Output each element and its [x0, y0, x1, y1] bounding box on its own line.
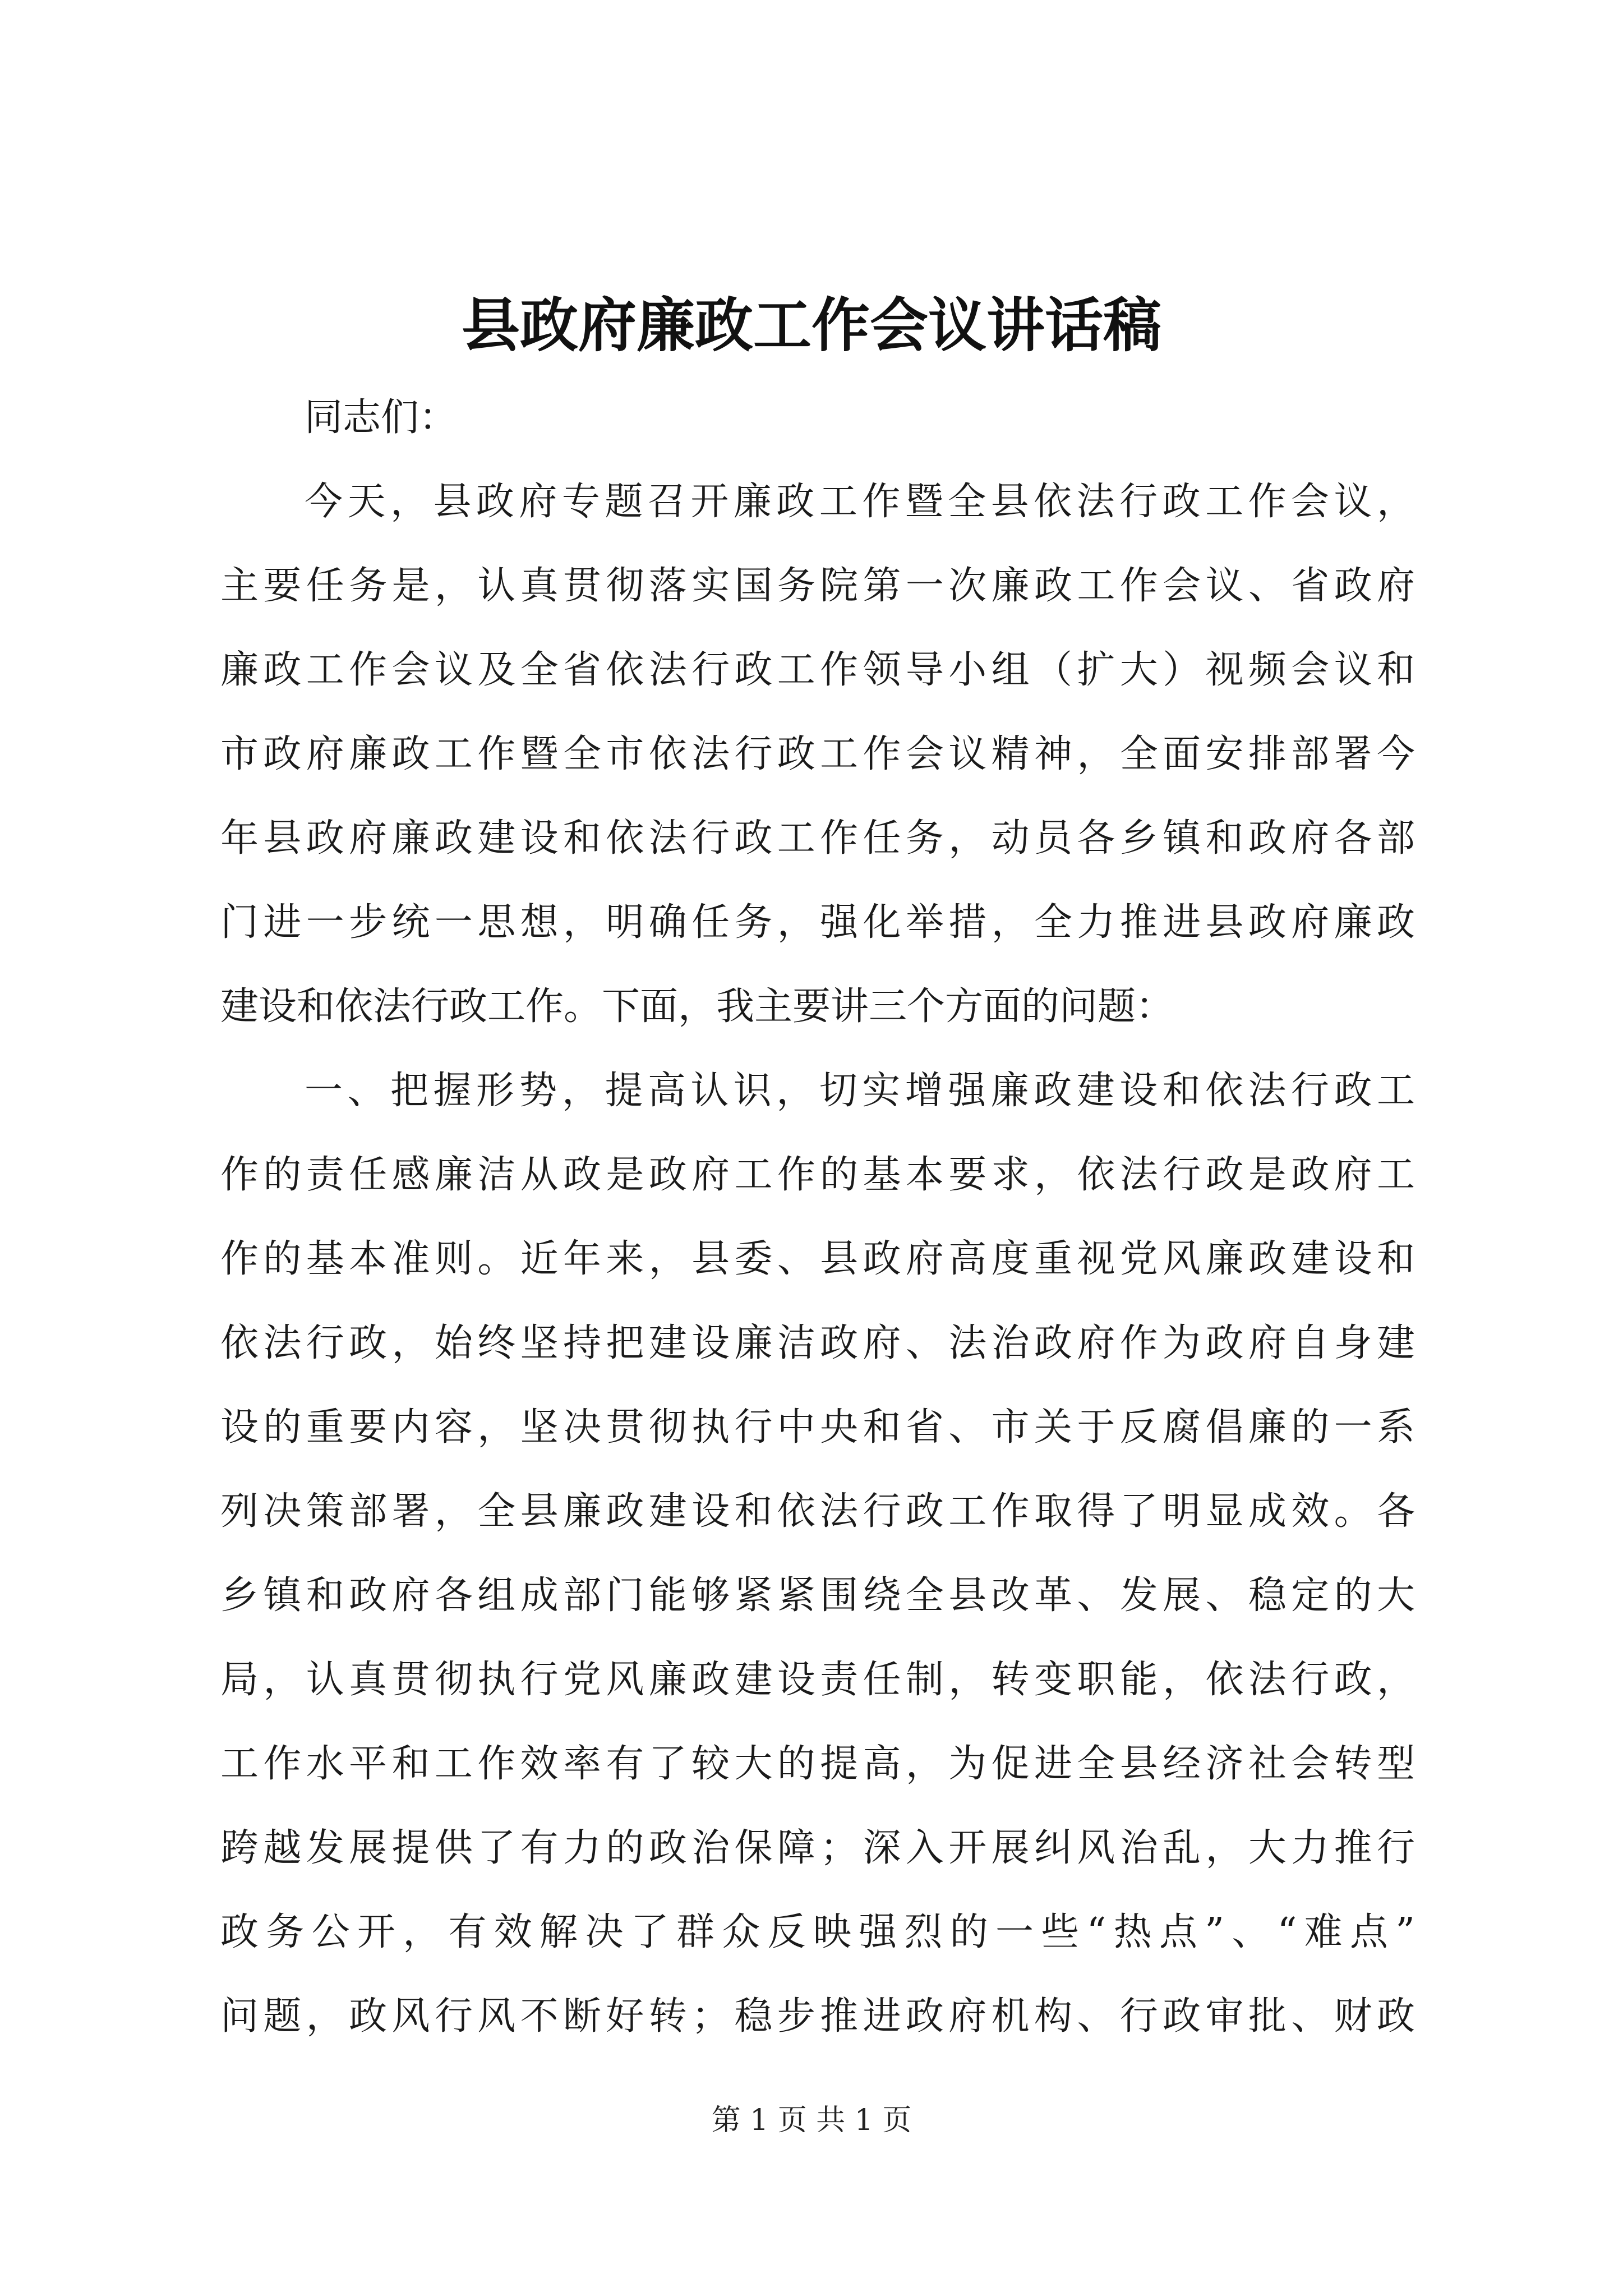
body-line: 局，认真贯彻执行党风廉政建设责任制，转变职能，依法行政， — [220, 1658, 1415, 1702]
salutation-line: 同志们： — [305, 395, 458, 440]
body-line: 乡镇和政府各组成部门能够紧紧围绕全县改革、发展、稳定的大 — [220, 1573, 1415, 1618]
body-line: 跨越发展提供了有力的政治保障；深入开展纠风治乱，大力推行 — [220, 1826, 1415, 1870]
body-line: 问题，政风行风不断好转；稳步推进政府机构、行政审批、财政 — [220, 1994, 1415, 2039]
body-line: 门进一步统一思想，明确任务，强化举措，全力推进县政府廉政 — [220, 900, 1415, 945]
section-heading-line: 一、把握形势，提高认识，切实增强廉政建设和依法行政工 — [305, 1069, 1415, 1113]
body-line: 列决策部署，全县廉政建设和依法行政工作取得了明显成效。各 — [220, 1489, 1415, 1534]
body-line: 今天，县政府专题召开廉政工作暨全县依法行政工作会议， — [305, 480, 1415, 524]
document-title: 县政府廉政工作会议讲话稿 — [461, 291, 1161, 360]
body-line: 市政府廉政工作暨全市依法行政工作会议精神，全面安排部署今 — [220, 732, 1415, 776]
page-number-footer: 第 1 页 共 1 页 — [711, 2104, 912, 2137]
body-line: 建设和依法行政工作。下面，我主要讲三个方面的问题： — [220, 984, 1174, 1029]
body-line: 设的重要内容，坚决贯彻执行中央和省、市关于反腐倡廉的一系 — [220, 1405, 1415, 1450]
body-line: 作的责任感廉洁从政是政府工作的基本要求，依法行政是政府工 — [220, 1153, 1415, 1197]
body-line: 廉政工作会议及全省依法行政工作领导小组（扩大）视频会议和 — [220, 648, 1415, 692]
body-line: 作的基本准则。近年来，县委、县政府高度重视党风廉政建设和 — [220, 1237, 1415, 1281]
body-line: 政务公开，有效解决了群众反映强烈的一些“热点”、“难点” — [220, 1910, 1415, 1954]
body-line: 依法行政，始终坚持把建设廉洁政府、法治政府作为政府自身建 — [220, 1321, 1415, 1365]
body-line: 主要任务是，认真贯彻落实国务院第一次廉政工作会议、省政府 — [220, 564, 1415, 608]
body-line: 年县政府廉政建设和依法行政工作任务，动员各乡镇和政府各部 — [220, 816, 1415, 861]
body-line: 工作水平和工作效率有了较大的提高，为促进全县经济社会转型 — [220, 1742, 1415, 1786]
